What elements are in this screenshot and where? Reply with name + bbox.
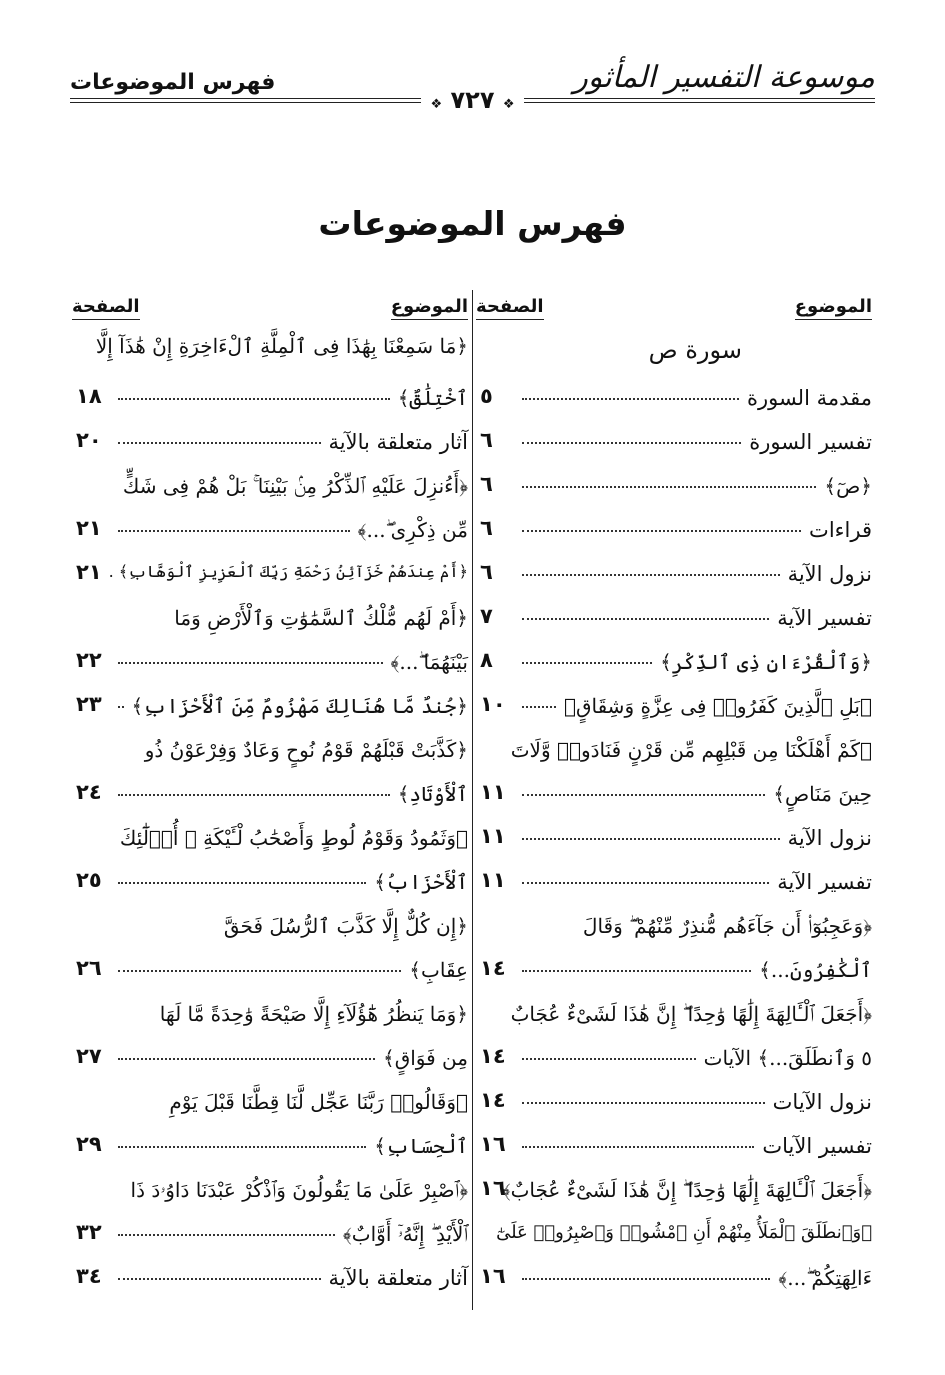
entry-text: ٥ وَٱنطَلَقَ...﴾ الآيات (703, 1046, 872, 1070)
index-entry (476, 380, 872, 424)
entry-text: ٱخْتِلَٰقٌ﴾ (397, 386, 468, 410)
entry-text: ﴿أَمْ لَهُم مُّلْكُ ٱلسَّمَٰوَٰتِ وَٱلْأَرْضِ وَمَا (174, 606, 468, 630)
entry-text: قراءات (809, 518, 872, 542)
index-entry (72, 1216, 468, 1260)
dot-leader (118, 442, 321, 444)
entry-page-number: ٢٦ (76, 956, 102, 980)
entry-page-number: ٦ (480, 428, 493, 452)
index-entry (476, 776, 872, 820)
entry-page-number: ٢١ (76, 560, 102, 584)
dot-leader (522, 442, 741, 444)
entry-text: آثار متعلقة بالآية (328, 430, 468, 454)
entry-page-number: ٧ (480, 604, 493, 628)
page-number: ٧٢٧ (450, 86, 495, 114)
entry-page-number: ١٦ (480, 1132, 506, 1156)
ornament-icon: ❖ (502, 97, 515, 112)
left-column (72, 292, 468, 1304)
index-entry (72, 1128, 468, 1172)
entry-text: تفسير السورة (749, 430, 872, 454)
index-entry (72, 776, 468, 820)
entry-page-number: ٦ (480, 516, 493, 540)
index-entry (476, 864, 872, 908)
entry-page-number: ٨ (480, 648, 493, 672)
entry-text: ٱلْأَيْدِ ۖ إِنَّهُۥٓ أَوَّابٌ﴾ (342, 1222, 468, 1246)
dot-leader (118, 530, 350, 532)
entry-page-number: ٢٧ (76, 1044, 102, 1068)
entry-text: ﴿مَا سَمِعْنَا بِهَٰذَا فِى ٱلْمِلَّةِ ٱلْءَاخِرَةِ إِنْ هَٰذَآ إِلَّا (95, 334, 468, 358)
section-title: سورة ص (648, 336, 742, 364)
index-entry (72, 1084, 468, 1128)
index-entry (72, 864, 468, 908)
entry-text: مِّن ذِكْرِى ۖ...﴾ (357, 518, 468, 542)
index-entry (476, 468, 872, 512)
entry-text: بَيْنَهُمَا ۖ...﴾ (390, 650, 468, 674)
dot-leader (522, 1102, 765, 1104)
entry-page-number: ٢٤ (76, 780, 102, 804)
entry-text: ﴿أَجَعَلَ ٱلْـَٔالِهَةَ إِلَٰهًا وَٰحِدًا ۖ إِنَّ هَٰذَا لَشَىْءٌ عُجَابٌ (510, 1002, 872, 1026)
running-title: فهرس الموضوعات (70, 70, 276, 95)
dot-leader (118, 882, 366, 884)
dot-leader (522, 1278, 770, 1280)
entry-text: ٱلْأَوْتَادِ﴾ (397, 782, 468, 806)
dot-leader (522, 618, 769, 620)
dot-leader (522, 574, 780, 576)
dot-leader (118, 1146, 366, 1148)
entry-page-number: ٣٤ (76, 1264, 102, 1288)
entry-page-number: ٢٣ (76, 692, 102, 716)
entry-text: ﴿جُندٌ مَّا هُنَالِكَ مَهْزُومٌ مِّنَ ٱلْأَحْزَابِ﴾ (131, 694, 468, 718)
index-entry (476, 1040, 872, 1084)
entry-text: آثار متعلقة بالآية (328, 1266, 468, 1290)
index-entry (476, 328, 872, 380)
entry-text: ﴿وَقَالُوا۟ رَبَّنَا عَجِّل لَّنَا قِطَّنَا قَبْلَ يَوْمِ (169, 1090, 468, 1114)
index-entry (476, 1260, 872, 1304)
entry-text: ٱلْأَحْزَابُ﴾ (374, 870, 468, 894)
page-header: الصفحة (72, 296, 140, 320)
index-entry (72, 908, 468, 952)
entry-text: تفسير الآية (777, 606, 872, 630)
index-entry (72, 512, 468, 556)
dot-leader (522, 794, 765, 796)
dot-leader (522, 838, 780, 840)
index-entry (476, 996, 872, 1040)
entry-text: ﴿أَءُنزِلَ عَلَيْهِ ٱلذِّكْرُ مِنۢ بَيْنِنَا ۚ بَلْ هُمْ فِى شَكٍّ (122, 474, 468, 498)
index-entry (72, 820, 468, 864)
dot-leader (118, 398, 390, 400)
index-entry (476, 1084, 872, 1128)
entry-page-number: ١١ (480, 868, 506, 892)
dot-leader (118, 662, 383, 664)
index-entry (476, 512, 872, 556)
entry-page-number: ٦ (480, 560, 493, 584)
entry-text: ﴿وَعَجِبُوٓا۟ أَن جَآءَهُم مُّنذِرٌ مِّنْهُمْ ۖ وَقَالَ (582, 914, 872, 938)
dot-leader (118, 1278, 321, 1280)
subject-header: الموضوع (391, 296, 468, 320)
entry-page-number: ١٦ (480, 1264, 506, 1288)
index-entry (476, 908, 872, 952)
entry-text: ﴿وَمَا يَنظُرُ هَٰٓؤُلَآءِ إِلَّا صَيْحَةً وَٰحِدَةً مَّا لَهَا (159, 1002, 468, 1026)
dot-leader (118, 970, 401, 972)
index-entry (72, 1172, 468, 1216)
entry-text: تفسير الآية (777, 870, 872, 894)
index-entry (72, 468, 468, 512)
entry-page-number: ١٨ (76, 384, 102, 408)
left-rows (72, 328, 468, 1304)
entry-page-number: ١١ (480, 824, 506, 848)
dot-leader (522, 486, 816, 488)
page-title: فهرس الموضوعات (318, 204, 627, 243)
index-entry (72, 1040, 468, 1084)
entry-text: عِقَابِ﴾ (409, 958, 468, 982)
entry-page-number: ٢٠ (76, 428, 102, 452)
dot-leader (118, 1234, 335, 1236)
page-header: الصفحة (476, 296, 544, 320)
entry-page-number: ٢١ (76, 516, 102, 540)
entry-page-number: ١٠ (480, 692, 506, 716)
entry-text: ٱلْكَٰفِرُونَ...﴾ (759, 958, 872, 982)
book-logo: موسوعة التفسير المأثور (573, 60, 875, 95)
index-entry (72, 644, 468, 688)
entry-page-number: ٣٢ (76, 1220, 102, 1244)
entry-text: مِن فَوَاقٍ﴾ (383, 1046, 468, 1070)
running-header (70, 60, 875, 114)
index-entry (72, 688, 468, 732)
entry-text: ﴿كَمْ أَهْلَكْنَا مِن قَبْلِهِم مِّن قَرْنٍ فَنَادَوا۟ وَّلَاتَ (510, 738, 872, 762)
entry-text: نزول الآية (787, 562, 872, 586)
entry-text: ﴿أَجَعَلَ ٱلْـَٔالِهَةَ إِلَٰهًا وَٰحِدًا ۖ إِنَّ هَٰذَا لَشَىْءٌ عُجَابٌ﴾ (501, 1178, 872, 1202)
entry-text: ءَالِهَتِكُمْ ۖ...﴾ (778, 1266, 872, 1290)
index-entry (476, 732, 872, 776)
entry-page-number: ١١ (480, 780, 506, 804)
index-entry (476, 820, 872, 864)
dot-leader (118, 794, 390, 796)
dot-leader (522, 398, 739, 400)
dot-leader (522, 662, 652, 664)
index-entry (476, 1128, 872, 1172)
entry-page-number: ١٦ (480, 1176, 506, 1200)
subject-header: الموضوع (795, 296, 872, 320)
dot-leader (118, 706, 124, 708)
index-entry (476, 1216, 872, 1260)
entry-page-number: ٢٥ (76, 868, 102, 892)
entry-text: تفسير الآيات (762, 1134, 872, 1158)
entry-page-number: ١٤ (480, 1044, 506, 1068)
column-header (476, 292, 872, 328)
column-header (72, 292, 468, 328)
entry-text: ﴿بَلِ ٱلَّذِينَ كَفَرُوا۟ فِى عِزَّةٍ وَشِقَاقٍ﴾ (563, 694, 872, 718)
index-entry (72, 1260, 468, 1304)
entry-text: ﴿وَٱلْقُرْءَانِ ذِى ٱلذِّكْرِ﴾ (660, 650, 872, 674)
index-entry (72, 600, 468, 644)
dot-leader (522, 1146, 754, 1148)
entry-text: نزول الآيات (772, 1090, 872, 1114)
entry-text: ﴿أَمْ عِندَهُمْ خَزَآئِنُ رَحْمَةِ رَبِّكَ ٱلْعَزِيزِ ٱلْوَهَّابِ﴾ . (108, 562, 468, 581)
dot-leader (522, 970, 751, 972)
index-entry (72, 328, 468, 380)
right-column (476, 292, 872, 1304)
dot-leader (522, 882, 769, 884)
index-entry (476, 644, 872, 688)
entry-page-number: ١٤ (480, 956, 506, 980)
column-divider (472, 290, 473, 1310)
entry-text: ﴿وَٱنطَلَقَ ٱلْمَلَأُ مِنْهُمْ أَنِ ٱمْشُوا۟ وَٱصْبِرُوا۟ عَلَىٰٓ (496, 1222, 872, 1243)
entry-text: ﴿ٱصْبِرْ عَلَىٰ مَا يَقُولُونَ وَٱذْكُرْ عَبْدَنَا دَاوُۥدَ ذَا (130, 1178, 468, 1202)
index-entry (72, 732, 468, 776)
dot-leader (522, 706, 556, 708)
right-rows (476, 328, 872, 1304)
entry-text: ٱلْحِسَابِ﴾ (374, 1134, 468, 1158)
page-number-block (421, 86, 525, 114)
index-entry (72, 380, 468, 424)
dot-leader (522, 530, 801, 532)
index-entry (72, 556, 468, 600)
index-entry (476, 600, 872, 644)
index-entry (476, 952, 872, 996)
entry-page-number: ١٤ (480, 1088, 506, 1112)
entry-text: ﴿وَثَمُودُ وَقَوْمُ لُوطٍ وَأَصْحَٰبُ لْـَٔيْكَةِ ۚ أُو۟لَٰٓئِكَ (119, 826, 468, 850)
entry-page-number: ٢٩ (76, 1132, 102, 1156)
entry-page-number: ٢٢ (76, 648, 102, 672)
ornament-icon: ❖ (430, 97, 443, 112)
entry-text: حِينَ مَنَاصٍ﴾ (773, 782, 872, 806)
entry-page-number: ٦ (480, 472, 493, 496)
index-entry (72, 424, 468, 468)
index-entry (72, 952, 468, 996)
entry-text: نزول الآية (787, 826, 872, 850)
index-entry (72, 996, 468, 1040)
dot-leader (522, 1058, 696, 1060)
entry-text: ﴿صٓ﴾ (824, 474, 872, 498)
index-entry (476, 556, 872, 600)
index-entry (476, 424, 872, 468)
entry-page-number: ٥ (480, 384, 493, 408)
dot-leader (118, 1058, 375, 1060)
entry-text: ﴿كَذَّبَتْ قَبْلَهُمْ قَوْمُ نُوحٍ وَعَادٌ وَفِرْعَوْنُ ذُو (144, 738, 468, 762)
index-entry (476, 1172, 872, 1216)
index-entry (476, 688, 872, 732)
entry-text: مقدمة السورة (746, 386, 872, 410)
entry-text: ﴿إِن كُلٌّ إِلَّا كَذَّبَ ٱلرُّسُلَ فَحَقَّ (223, 914, 468, 938)
